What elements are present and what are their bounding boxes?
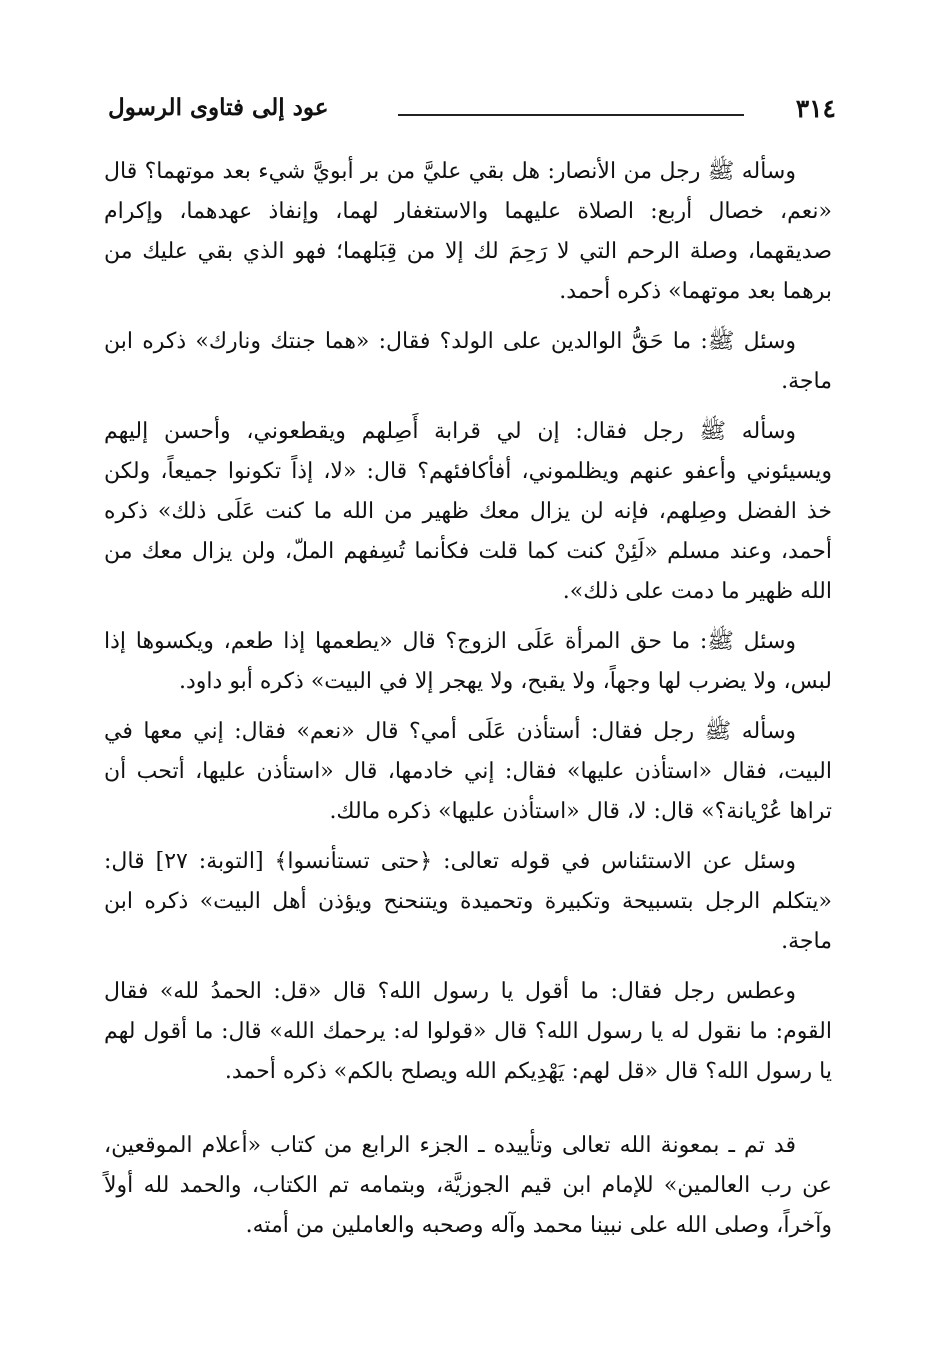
paragraph-wife-rights: وسئل ﷺ: ما حق المرأة عَلَى الزوج؟ قال «يطعمها إذا طعم، ويكسوها إذا لبس، ولا يضرب لها وجهاً، ولا يقبح، ولا يهجر إلا في البيت» ذكره أبو داود. [104,629,832,694]
paragraph-colophon: قد تم ـ بمعونة الله تعالى وتأييده ـ الجزء الرابع من كتاب «أعلام الموقعين، عن رب العالمين» للإمام ابن قيم الجوزيَّة، وبتمامه تم الكتاب، والحمد لله أولاً وآخراً، وصلى الله على نبينا محمد وآله وصحبه والعاملين من أمته. [104,1133,832,1238]
header-rule [398,114,744,116]
paragraph-istinas: وسئل عن الاستئناس في قوله تعالى: ﴿حتى تستأنسوا﴾ [التوبة: ٢٧] قال: «يتكلم الرجل بتسبيحة وتكبيرة وتحميدة ويتنحنح ويؤذن أهل البيت» ذكره ابن ماجة. [104,849,832,954]
paragraph-sneezing: وعطس رجل فقال: ما أقول يا رسول الله؟ قال «قل: الحمدُ لله» فقال القوم: ما نقول له يا رسول الله؟ قال «قولوا له: يرحمك الله» قال: ما أقول لهم يا رسول الله؟ قال «قل لهم: يَهْدِيكم الله ويصلح بالكم» ذكره أحمد. [104,979,832,1084]
running-title: عود إلى فتاوى الرسول [108,94,329,121]
page-number: ٣١٤ [795,94,836,123]
paragraph-parents-rights: وسئل ﷺ: ما حَقُّ الوالدين على الولد؟ فقال: «هما جنتك ونارك» ذكره ابن ماجة. [104,329,832,394]
page-body [104,152,832,1256]
paragraph-asking-permission: وسأله ﷺ رجل فقال: أستأذن عَلَى أمي؟ قال «نعم» فقال: إني معها في البيت، فقال «استأذن عليها» فقال: إني خادمها، قال «استأذن عليها، أتحب أن تراها عُرْيانة؟» قال: لا، قال «استأذن عليها» ذكره مالك. [104,719,832,824]
paragraph-kinship: وسأله ﷺ رجل فقال: إن لي قرابة أَصِلهم ويقطعوني، وأحسن إليهم ويسيئوني وأعفو عنهم ويظلموني، أفأكافئهم؟ قال: «لا، إذاً تكونوا جميعاً، ولكن خذ الفضل وصِلهم، فإنه لن يزال معك ظهير من الله ما كنت عَلَى ذلك» ذكره أحمد، وعند مسلم «لَئِنْ كنت كما قلت فكأنما تُسِفهم الملّ، ولن يزال معك من الله ظهير ما دمت على ذلك». [104,419,832,604]
paragraph-parents-after-death: وسأله ﷺ رجل من الأنصار: هل بقي عليَّ من بر أبويَّ شيء بعد موتهما؟ قال «نعم، خصال أربع: الصلاة عليهما والاستغفار لهما، وإنفاذ عهدهما، وإكرام صديقهما، وصلة الرحم التي لا رَحِمَ لك إلا من قِبَلهما؛ فهو الذي بقي عليك من برهما بعد موتهما» ذكره أحمد. [104,159,832,304]
page-header [108,92,836,132]
